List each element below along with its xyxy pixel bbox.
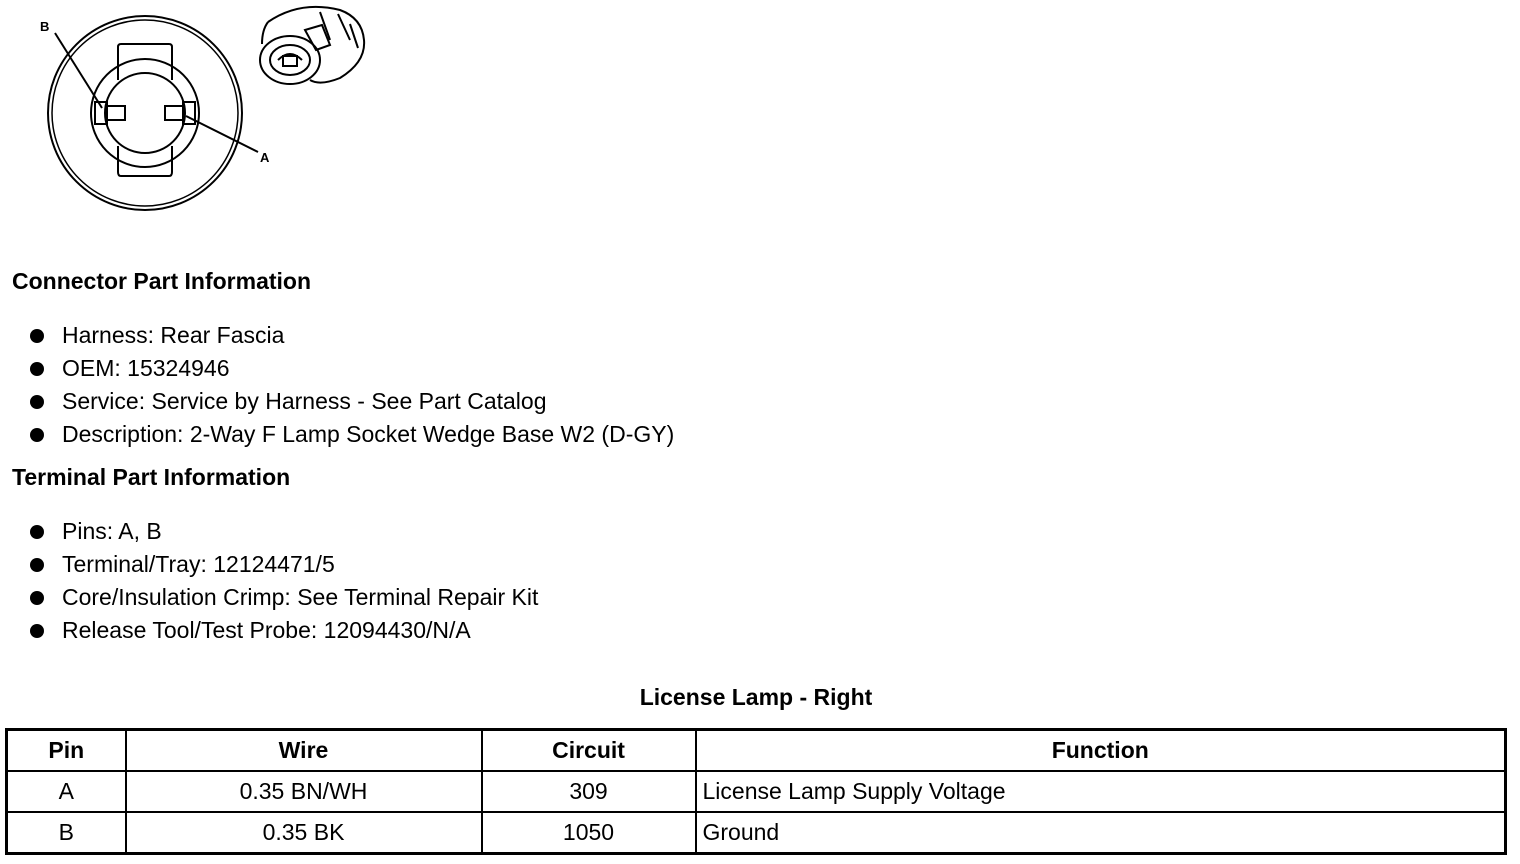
list-item-text: Core/Insulation Crimp: See Terminal Repair Kit <box>62 584 539 610</box>
list-item <box>0 549 538 582</box>
list-item-text: Service: Service by Harness - See Part Catalog <box>62 388 547 414</box>
bullet-icon <box>30 428 44 442</box>
list-item <box>0 320 674 353</box>
list-item-text: Pins: A, B <box>62 518 162 544</box>
cell-wire: 0.35 BN/WH <box>126 771 482 812</box>
cell-wire: 0.35 BK <box>126 812 482 854</box>
terminal-part-info-title: Terminal Part Information <box>12 464 291 490</box>
list-item-text: Harness: Rear Fascia <box>62 322 285 348</box>
column-header-wire: Wire <box>126 730 482 772</box>
bullet-icon <box>30 558 44 572</box>
cell-pin: A <box>7 771 126 812</box>
connector-outer-ring <box>48 16 242 210</box>
column-header-function: Function <box>696 730 1506 772</box>
list-item <box>0 419 674 452</box>
list-item <box>0 386 674 419</box>
bullet-icon <box>30 525 44 539</box>
list-item-text: OEM: 15324946 <box>62 355 230 381</box>
list-item <box>0 582 538 615</box>
table-row <box>7 771 1506 812</box>
list-item-text: Description: 2-Way F Lamp Socket Wedge Base W2 (D-GY) <box>62 421 675 447</box>
column-header-pin: Pin <box>7 730 126 772</box>
cell-function: License Lamp Supply Voltage <box>696 771 1506 812</box>
cell-pin: B <box>7 812 126 854</box>
connector-3d-view <box>260 7 364 84</box>
pin-table <box>5 728 1507 855</box>
cell-function: Ground <box>696 812 1506 854</box>
table-row <box>7 812 1506 854</box>
table-caption: License Lamp - Right <box>639 684 873 710</box>
bullet-icon <box>30 329 44 343</box>
list-item <box>0 353 674 386</box>
bullet-icon <box>30 591 44 605</box>
terminal-part-info-list <box>0 516 538 648</box>
cell-circuit: 1050 <box>482 812 696 854</box>
list-item-text: Release Tool/Test Probe: 12094430/N/A <box>62 617 471 643</box>
cell-circuit: 309 <box>482 771 696 812</box>
list-item-text: Terminal/Tray: 12124471/5 <box>62 551 335 577</box>
pin-a-label: A <box>260 150 270 165</box>
bullet-icon <box>30 362 44 376</box>
column-header-circuit: Circuit <box>482 730 696 772</box>
list-item <box>0 615 538 648</box>
pin-b-label: B <box>40 19 50 34</box>
bullet-icon <box>30 624 44 638</box>
connector-diagram <box>30 0 380 220</box>
bullet-icon <box>30 395 44 409</box>
connector-part-info-title: Connector Part Information <box>12 268 312 294</box>
connector-part-info-list <box>0 320 674 452</box>
list-item <box>0 516 538 549</box>
table-header-row <box>7 730 1506 772</box>
